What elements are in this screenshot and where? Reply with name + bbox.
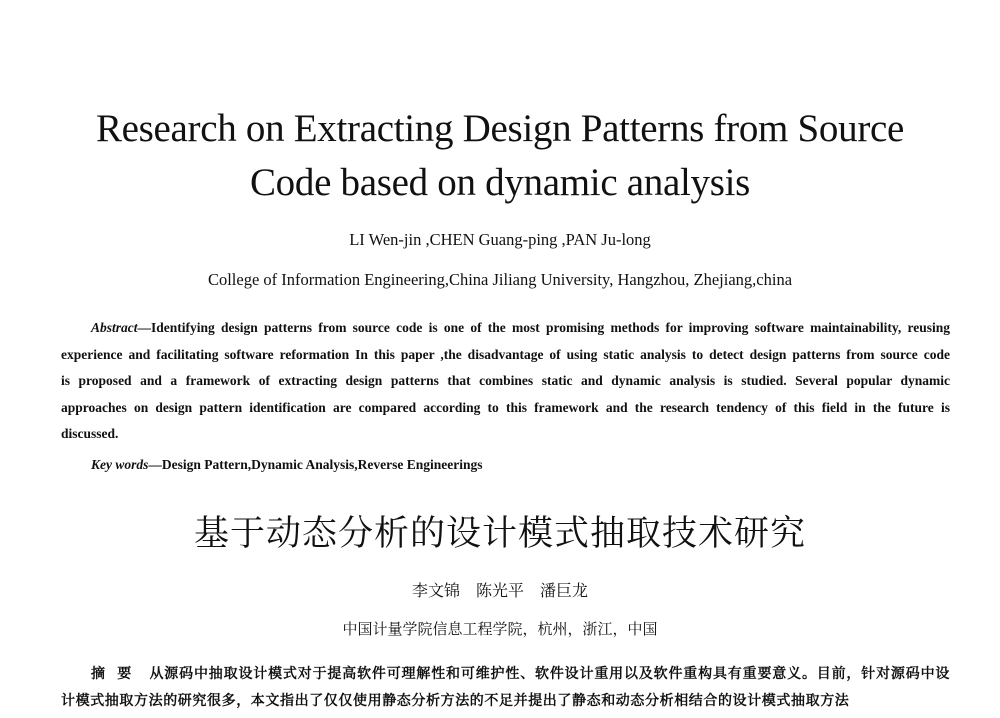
keywords-en-text: Design Pattern,Dynamic Analysis,Reverse Engineerings — [161, 457, 483, 472]
abstract-zh — [61, 661, 950, 715]
abstract-en-dash: — — [137, 320, 152, 335]
paper-title-zh: 基于动态分析的设计模式抽取技术研究 — [193, 514, 806, 554]
paper-title-en — [0, 102, 1000, 210]
affiliation-zh: 中国计量学院信息工程学院，杭州，浙江，中国 — [342, 622, 658, 638]
paper-title-en-line-1: Research on Extracting Design Patterns from Source — [95, 107, 905, 150]
paper-title-en-line-2: Code based on dynamic analysis — [249, 161, 751, 204]
abstract-en-text: Identifying design patterns from source code is one of the most promising methods for improving software maintainability, reusing experience and facilitating software reformation In this paper ,the disadvantage of using static analysis to detect design patterns from source code is proposed and a framework of extracting design patterns that combines static and dynamic analysis is studied. Several popular dynamic approaches on design pattern identification are compared according to this framework and the research tendency of this field in the future is discussed. — [61, 320, 950, 442]
authors-zh: 李文锦 陈光平 潘巨龙 — [411, 583, 588, 600]
keywords-en-dash: — — [148, 457, 162, 472]
abstract-zh-text: 从源码中抽取设计模式对于提高软件可理解性和可维护性、软件设计重用以及软件重构具有重要意义。目前，针对源码中设计模式抽取方法的研究很多，本文指出了仅仅使用静态分析方法的不足并提出了静态和动态分析相结合的设计模式抽取方法 — [61, 666, 951, 709]
abstract-en — [61, 315, 950, 448]
abstract-zh-label: 摘要 — [91, 666, 144, 682]
keywords-en-label: Key words — [91, 457, 149, 472]
abstract-en-label: Abstract — [91, 320, 138, 335]
affiliation-en: College of Information Engineering,China Jiliang University, Hangzhou, Zhejiang,china — [207, 270, 793, 289]
keywords-en — [91, 455, 482, 475]
authors-en: LI Wen-jin ,CHEN Guang-ping ,PAN Ju-long — [349, 230, 651, 249]
